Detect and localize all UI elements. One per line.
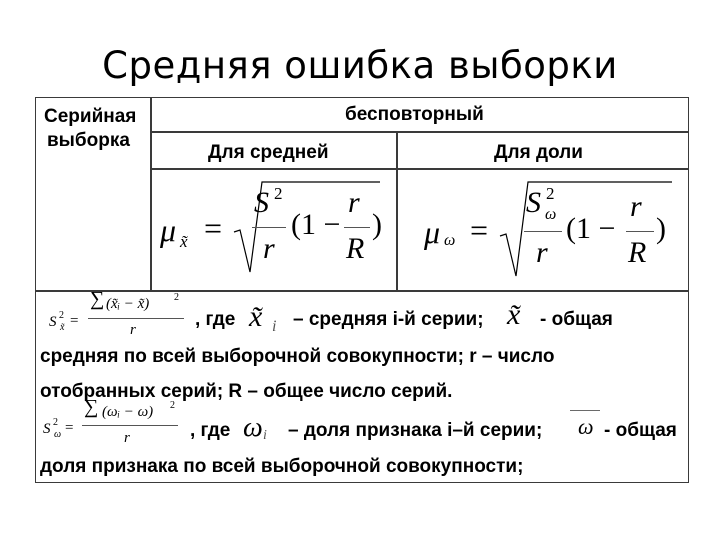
formula-share-frac-R: R [628, 236, 647, 269]
column-header: бесповторный [345, 104, 484, 125]
small-mean-lhs: S [49, 314, 57, 330]
formula-share-mu: μ [424, 214, 441, 250]
formula-mean-numerator-sup: 2 [274, 184, 283, 203]
symbol-x-tilde-i: x̃ [249, 300, 263, 333]
formula-mean-equals: = [204, 210, 223, 246]
note-line1-where: , где [195, 309, 236, 330]
symbol-omega-subscript-i: i [263, 428, 267, 443]
table-divider-horizontal-top [150, 131, 689, 133]
formula-mean-numerator-S: S [254, 186, 269, 219]
small-share-lhs-sup: 2 [53, 417, 58, 428]
note-line1-rest: – средняя i-й серии; [293, 309, 484, 330]
small-share-lhs: S [43, 421, 51, 437]
table-divider-vertical-mid [396, 131, 398, 291]
symbol-subscript-i: i [272, 318, 277, 335]
small-share-numerator: (ωᵢ − ω) [102, 404, 154, 420]
formula-share-numerator-sub: ω [545, 206, 557, 223]
formula-share-paren-open: (1 − [566, 212, 616, 245]
page-title: Средняя ошибка выборки [102, 44, 618, 87]
note-line3: отобранных серий; R – общее число серий. [40, 381, 453, 402]
small-mean-numerator-sup: 2 [174, 292, 179, 303]
row-header-line2: выборка [47, 130, 130, 151]
subheader-share: Для доли [494, 142, 583, 163]
formula-share-paren-close: ) [656, 212, 666, 245]
small-mean-lhs-sup: 2 [59, 310, 64, 321]
formula-share-numerator-sup: 2 [546, 184, 555, 203]
formula-mean-inner-fraction-bar [344, 227, 370, 228]
formula-share-subscript: ω [444, 232, 456, 249]
table-divider-horizontal-sub [150, 168, 689, 170]
omega-overline [570, 410, 600, 411]
formula-share-frac-r: r [630, 190, 642, 223]
formula-mean-frac-r: r [348, 186, 360, 219]
small-share-lhs-sub: ω [54, 429, 62, 440]
small-mean-denominator: r [130, 322, 136, 338]
formula-mean-mu: μ [160, 212, 177, 248]
formula-mean-subscript: x̃ [180, 232, 188, 251]
note-line1-tail: - общая [540, 309, 613, 330]
small-share-eq: = [65, 420, 74, 436]
formula-share-inner-fraction-bar [626, 231, 654, 232]
formula-share-fraction-bar [524, 231, 562, 232]
small-share-numerator-sup: 2 [170, 400, 175, 411]
formula-share-denominator-r: r [536, 236, 548, 269]
small-share-sum-icon: ∑ [84, 396, 99, 418]
formula-mean-paren-close: ) [372, 208, 382, 241]
small-share-fraction-bar [82, 425, 178, 426]
symbol-x-tilde: x̃ [507, 298, 521, 331]
table-divider-vertical-left [150, 97, 152, 291]
table-divider-horizontal-bottom [35, 290, 689, 292]
note-line4-where: , где [190, 420, 231, 441]
note-line4-tail: - общая [604, 420, 677, 441]
formula-share-numerator-S: S [526, 186, 541, 219]
small-mean-numerator: (x̃ᵢ − x̃) [106, 296, 150, 312]
subheader-mean: Для средней [208, 142, 329, 163]
formula-mean-frac-R: R [346, 232, 365, 265]
small-share-denominator: r [124, 430, 130, 446]
small-mean-lhs-sub: x̃ [60, 322, 65, 333]
note-line5: доля признака по всей выборочной совокупности; [40, 456, 524, 477]
formula-mean-denominator-r: r [263, 232, 275, 265]
small-mean-fraction-bar [88, 318, 184, 319]
formula-mean-fraction-bar [252, 227, 286, 228]
row-header-line1: Серийная [44, 106, 137, 127]
note-line4-rest: – доля признака i–й серии; [288, 420, 543, 441]
symbol-omega-i: ω [243, 412, 263, 443]
symbol-omega: ω [578, 414, 594, 439]
formula-mean-paren-open: (1 − [291, 208, 341, 241]
formula-share-equals: = [470, 212, 489, 248]
small-mean-sum-icon: ∑ [90, 288, 105, 310]
note-line2: средняя по всей выборочной совокупности; r – число [40, 346, 555, 367]
small-mean-eq: = [70, 313, 79, 329]
